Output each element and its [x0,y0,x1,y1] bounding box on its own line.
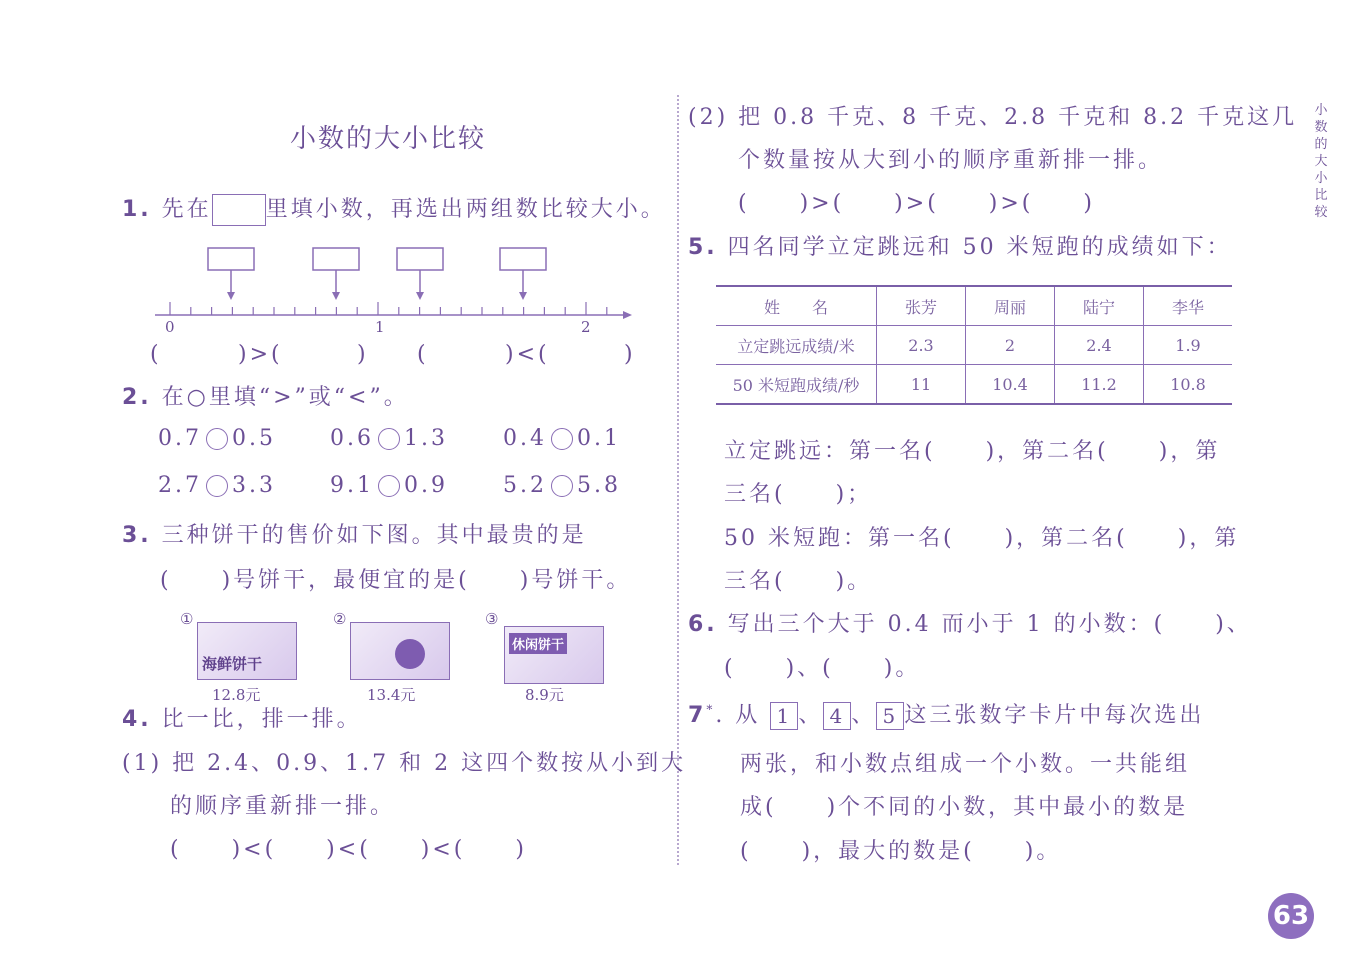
table-row [716,326,1232,365]
score-table [716,285,1232,405]
compare-right-value: 0.9 [404,473,448,498]
compare-circle[interactable] [551,475,573,497]
q4-text [122,702,362,733]
compare-circle[interactable] [206,428,228,450]
compare-item [158,473,276,498]
q1-compare-2a: ( [417,342,429,367]
table-cell: 2 [966,326,1055,365]
compare-right-value: 0.5 [232,426,276,451]
q5-text [688,230,1232,261]
table-header-cell: 姓 名 [763,297,828,317]
q1-compare-1c: ) [357,342,369,367]
table-cell: 2.4 [1055,326,1144,365]
q6-line2: ( )、( )。 [724,656,921,681]
page-number: 63 [1268,893,1314,939]
q3-number: 3. [122,523,152,548]
compare-circle[interactable] [378,428,400,450]
q1-text [122,192,666,226]
q1-post: 里填小数，再选出两组数比较大小。 [265,197,666,222]
compare-item [158,426,276,451]
table-header-cell: 陆宁 [1055,286,1144,326]
table-cell: 1.9 [1144,326,1233,365]
compare-left-value: 0.6 [330,426,374,451]
q4-part1-answer: ( )<( )<( )<( ) [170,837,527,862]
q3-text [122,518,587,549]
q7-pre: . 从 [715,703,761,728]
q7-post: 这三张数字卡片中每次选出 [904,703,1205,728]
biscuit-3-price: 8.9元 [525,686,564,704]
q3-line2: ( )号饼干，最便宜的是( )号饼干。 [160,568,632,593]
compare-right-value: 5.8 [577,473,621,498]
number-line-box-3 [397,248,443,270]
digit-card-4: 4 [823,702,851,730]
q5-answer1-line1: 立定跳远：第一名( )，第二名( )，第 [724,439,1221,464]
number-line-box-1 [208,248,254,270]
q5-answer2-line2: 三名( )。 [724,569,873,594]
compare-item [503,426,621,451]
compare-circle[interactable] [551,428,573,450]
q6-line1: 写出三个大于 0.4 而小于 1 的小数：( )、 [727,612,1252,637]
table-cell: 11 [877,365,966,405]
q1-number: 1. [122,197,152,222]
digit-card-5: 5 [876,702,904,730]
q5-answer1-line2: 三名( )； [724,482,873,507]
tick-label-0: 0 [165,318,175,336]
page-title: 小数的大小比较 [290,124,487,154]
compare-right-value: 3.3 [232,473,276,498]
q4-part2-answer: ( )>( )>( )>( ) [738,191,1095,216]
q3-line1: 三种饼干的售价如下图。其中最贵的是 [161,523,587,548]
q1-compare-1b: )>( [238,342,283,367]
compare-right-value: 1.3 [404,426,448,451]
compare-item [330,426,448,451]
q1-sample-box [212,194,266,226]
biscuit-1-price: 12.8元 [212,686,261,704]
biscuit-1-mark: ① [180,610,194,628]
biscuit-2-mark: ② [333,610,347,628]
q4-part1-line1: (1) 把 2.4、0.9、1.7 和 2 这四个数按从小到大 [122,751,687,776]
table-cell: 立定跳远成绩/米 [737,336,855,356]
biscuit-2-price: 13.4元 [367,686,416,704]
tick-label-1: 1 [375,318,385,336]
compare-circle[interactable] [206,475,228,497]
q6-number: 6. [688,612,718,637]
biscuit-2-image [350,622,450,680]
q1-compare-2c: ) [624,342,636,367]
number-line [150,240,640,335]
table-cell: 10.4 [966,365,1055,405]
q7-star: * [706,702,716,717]
number-line-box-4 [500,248,546,270]
compare-left-value: 5.2 [503,473,547,498]
q4-number: 4. [122,707,152,732]
digit-card-1: 1 [770,702,798,730]
biscuit-3-mark: ③ [485,610,499,628]
q1-compare-1a: ( [150,342,162,367]
compare-left-value: 2.7 [158,473,202,498]
q4-part2-line1: (2) 把 0.8 千克、8 千克、2.8 千克和 8.2 千克这几 [688,105,1298,130]
q5-answer2-line1: 50 米短跑：第一名( )，第二名( )，第 [724,526,1240,551]
table-header-cell: 周丽 [966,286,1055,326]
compare-circle[interactable] [378,475,400,497]
q1-compare-2b: )<( [505,342,550,367]
table-header-cell: 李华 [1144,286,1233,326]
q4-instruction: 比一比，排一排。 [161,707,362,732]
q5-number: 5. [688,235,718,260]
table-row [716,365,1232,405]
biscuit-1-image [197,622,297,680]
q4-part2-line2: 个数量按从大到小的顺序重新排一排。 [738,148,1164,173]
q2-text [122,380,409,411]
compare-item [503,473,621,498]
compare-item [330,473,448,498]
q6-text [688,607,1252,638]
compare-right-value: 0.1 [577,426,621,451]
table-cell: 2.3 [877,326,966,365]
tick-label-2: 2 [581,318,591,336]
biscuit-3-brand: 休闲饼干 [509,633,567,654]
table-header-cell: 张芳 [877,286,966,326]
compare-left-value: 9.1 [330,473,374,498]
side-tab: 小数的大小比较 [1314,103,1328,220]
q7-line4: ( )，最大的数是( )。 [740,839,1062,864]
biscuit-2-cookie-icon [395,639,425,669]
q7-line2: 两张，和小数点组成一个小数。一共能组 [740,752,1191,777]
number-line-box-2 [313,248,359,270]
compare-left-value: 0.7 [158,426,202,451]
table-header-row [716,286,1232,326]
q5-instruction: 四名同学立定跳远和 50 米短跑的成绩如下： [727,235,1232,260]
q2-number: 2. [122,385,152,410]
q1-pre: 先在 [161,197,212,222]
biscuit-3-image [504,626,604,684]
q4-part1-line2: 的顺序重新排一排。 [170,794,396,819]
q7-text: 7*. 从 1 、 4 、 5 这三张数字卡片中每次选出 [688,702,1205,728]
q7-line3: 成( )个不同的小数，其中最小的数是 [740,795,1189,820]
q7-number: 7 [688,703,707,728]
table-cell: 11.2 [1055,365,1144,405]
q2-instruction: 在○里填“>”或“<”。 [161,385,409,410]
biscuit-1-brand: 海鲜饼干 [202,655,263,673]
table-cell: 10.8 [1144,365,1233,405]
table-cell: 50 米短跑成绩/秒 [732,375,860,395]
compare-left-value: 0.4 [503,426,547,451]
